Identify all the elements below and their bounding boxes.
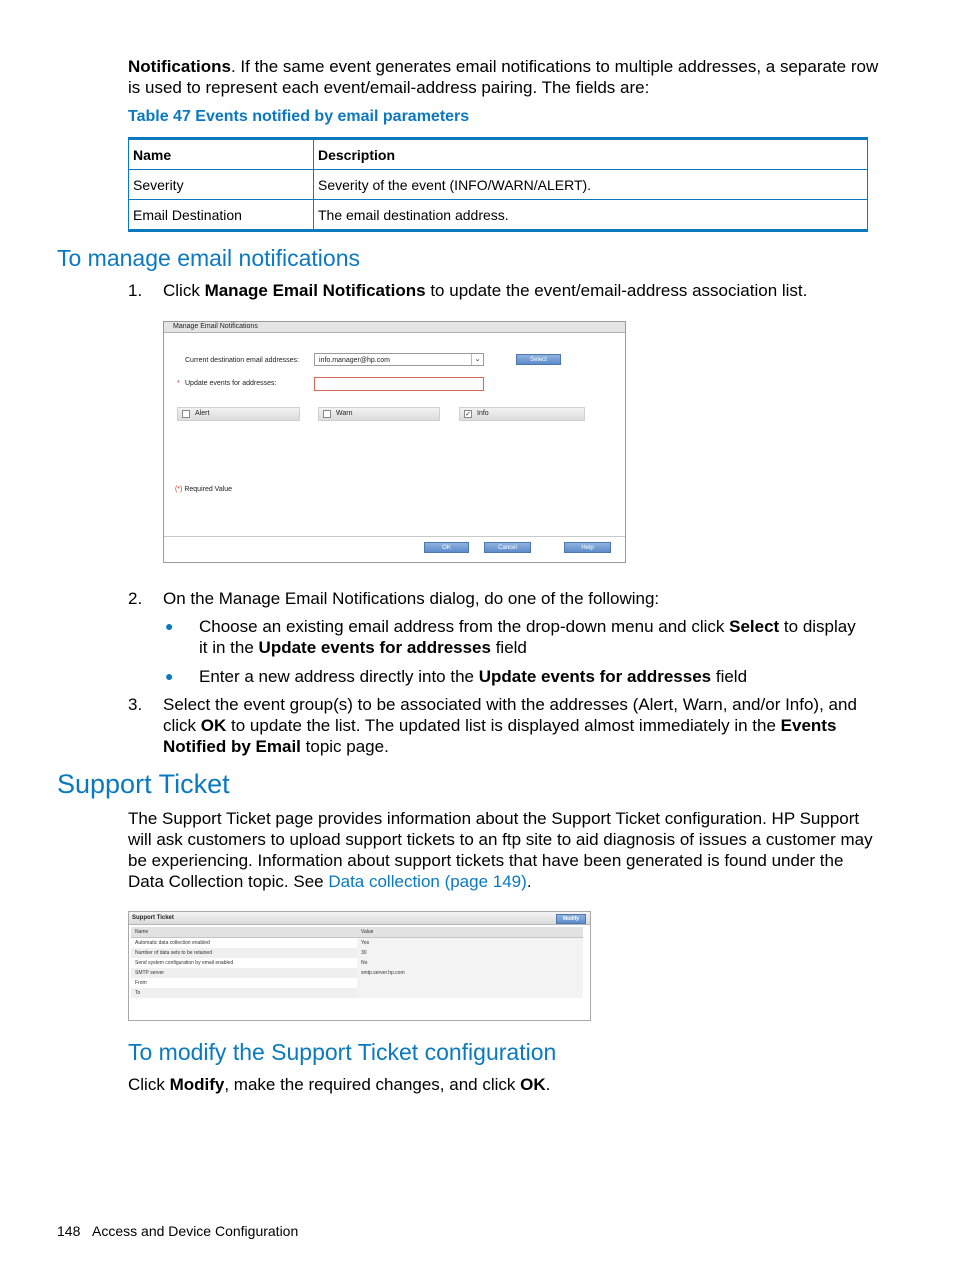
intro-paragraph	[128, 56, 888, 98]
step-3-ok: OK	[200, 716, 227, 735]
bullet-1-pre: Choose an existing email address from the drop-down menu and click	[199, 617, 730, 636]
bullet-2-bold: Update events for addresses	[478, 667, 712, 686]
dialog-footer-divider	[164, 536, 625, 537]
row-value: 30	[357, 948, 583, 958]
step-3-events: Events	[780, 716, 837, 735]
support-ticket-heading: Support Ticket	[57, 769, 230, 799]
table-row	[131, 978, 583, 988]
row-value	[357, 988, 583, 998]
panel-title-text: Support Ticket	[132, 915, 174, 921]
table-header-row	[129, 139, 868, 170]
table-row	[131, 948, 583, 958]
modify-mid: , make the required changes, and click	[224, 1075, 521, 1094]
manage-email-dialog	[163, 321, 626, 563]
help-button[interactable]: Help	[564, 542, 611, 553]
row-value: No	[357, 958, 583, 968]
modify-heading: To modify the Support Ticket configuration	[128, 1039, 557, 1065]
current-addresses-select[interactable]	[314, 353, 484, 366]
step-3	[163, 694, 883, 757]
table-caption: Table 47 Events notified by email parameters	[128, 108, 470, 125]
row-name: Number of data sets to be retained	[131, 948, 357, 958]
cell-name: Email Destination	[129, 200, 314, 231]
support-para-3: be experiencing. Information about support tickets that have been generated is found under the	[128, 851, 844, 870]
bullet-2	[199, 666, 747, 687]
table-header-row	[131, 927, 583, 938]
step-3-line2-mid: to update the list. The updated list is displayed almost immediately in the	[226, 716, 781, 735]
row-name: SMTP server	[131, 968, 357, 978]
intro-text-2: is used to represent each event/email-address pairing. The fields are:	[128, 78, 650, 97]
header-value: Value	[357, 927, 583, 938]
step-1-bold: Manage Email Notifications	[204, 281, 426, 300]
bullet-2-pre: Enter a new address directly into the	[199, 667, 479, 686]
events-table	[128, 137, 868, 232]
row-name: To	[131, 988, 357, 998]
update-events-input[interactable]	[314, 377, 484, 391]
row-value: smtp.server.hp.com	[357, 968, 583, 978]
info-label: Info	[477, 410, 489, 417]
warn-checkbox[interactable]	[323, 410, 331, 418]
step-3-line-1: Select the event group(s) to be associated with the addresses (Alert, Warn, and/or Info), and	[163, 695, 857, 714]
bullet-1-bold: Select	[729, 617, 780, 636]
manage-heading: To manage email notifications	[57, 245, 360, 271]
support-para-1: The Support Ticket page provides information about the Support Ticket configuration. HP Support	[128, 809, 860, 828]
table-row	[131, 958, 583, 968]
header-description: Description	[314, 139, 868, 170]
table-row	[131, 938, 583, 949]
cancel-button[interactable]: Cancel	[484, 542, 531, 553]
support-ticket-table	[131, 927, 583, 998]
support-ticket-panel	[128, 911, 591, 1021]
step-2: On the Manage Email Notifications dialog, do one of the following:	[163, 589, 660, 608]
current-addresses-label: Current destination email addresses:	[185, 357, 300, 364]
step-1-post: to update the event/email-address association list.	[425, 281, 808, 300]
support-para-end: .	[526, 872, 532, 891]
intro-text-1: . If the same event generates email notifications to multiple addresses, a separate row	[230, 57, 879, 76]
step-1-pre: Click	[163, 281, 205, 300]
table-row	[131, 968, 583, 978]
required-star: *	[177, 380, 180, 387]
footer-section: Access and Device Configuration	[92, 1223, 299, 1239]
table-row	[129, 200, 868, 231]
update-events-label: Update events for addresses:	[185, 380, 277, 387]
bullet-icon: ●	[165, 618, 174, 634]
step-1	[163, 280, 807, 301]
data-collection-link[interactable]: Data collection (page 149)	[328, 872, 527, 891]
cell-description: The email destination address.	[314, 200, 868, 231]
required-mark: (*)	[175, 486, 183, 493]
step-3-line3-post: topic page.	[300, 737, 389, 756]
row-name: From	[131, 978, 357, 988]
select-button[interactable]: Select	[516, 354, 561, 365]
header-name: Name	[129, 139, 314, 170]
bullet-1-mid: to display	[779, 617, 856, 636]
required-note-text: Required Value	[182, 486, 233, 493]
alert-label: Alert	[195, 410, 210, 417]
row-name: Send system configuration by email enabled	[131, 958, 357, 968]
alert-checkbox[interactable]	[182, 410, 190, 418]
header-name: Name	[131, 927, 357, 938]
cell-name: Severity	[129, 170, 314, 200]
support-para-2: will ask customers to upload support tickets to an ftp site to aid diagnosis of issues a customer may	[128, 830, 873, 849]
page-footer	[57, 1223, 298, 1239]
warn-label: Warn	[336, 410, 353, 417]
bullet-icon: ●	[165, 668, 174, 684]
modify-paragraph	[128, 1074, 550, 1095]
warn-checkbox-row[interactable]	[318, 407, 440, 421]
step-3-notified: Notified by Email	[163, 737, 301, 756]
modify-bold: Modify	[169, 1075, 225, 1094]
bullet-1-line2-pre: it in the	[199, 638, 259, 657]
check-icon[interactable]: ✓	[465, 411, 471, 418]
current-addresses-value: info.manager@hp.com	[319, 357, 390, 364]
dialog-title: Manage Email Notifications	[164, 322, 625, 333]
bullet-1-post: field	[490, 638, 527, 657]
table-row	[129, 170, 868, 200]
modify-button[interactable]: Modify	[556, 914, 586, 924]
panel-title	[129, 912, 590, 925]
row-value	[357, 978, 583, 988]
table-row	[131, 988, 583, 998]
intro-lead: Notifications	[128, 57, 231, 76]
modify-pre: Click	[128, 1075, 170, 1094]
ok-button[interactable]: OK	[424, 542, 469, 553]
required-value-note	[175, 486, 232, 493]
alert-checkbox-row[interactable]	[177, 407, 300, 421]
step-1-number: 1.	[128, 281, 143, 300]
bullet-1	[199, 616, 879, 658]
cell-description: Severity of the event (INFO/WARN/ALERT).	[314, 170, 868, 200]
row-name: Automatic data collection enabled	[131, 938, 357, 949]
step-3-line2-pre: click	[163, 716, 201, 735]
page-number: 148	[57, 1223, 81, 1239]
support-para-4: Data Collection topic. See	[128, 872, 329, 891]
step-2-number: 2.	[128, 589, 143, 608]
modify-post: .	[545, 1075, 551, 1094]
bullet-1-bold2: Update events for addresses	[258, 638, 491, 657]
chevron-down-icon[interactable]: ⌄	[471, 354, 483, 365]
step-3-number: 3.	[128, 695, 143, 714]
row-value: Yes	[357, 938, 583, 949]
info-checkbox-row[interactable]	[459, 407, 585, 421]
modify-ok: OK	[520, 1075, 546, 1094]
support-paragraph	[128, 808, 888, 892]
bullet-2-post: field	[711, 667, 748, 686]
